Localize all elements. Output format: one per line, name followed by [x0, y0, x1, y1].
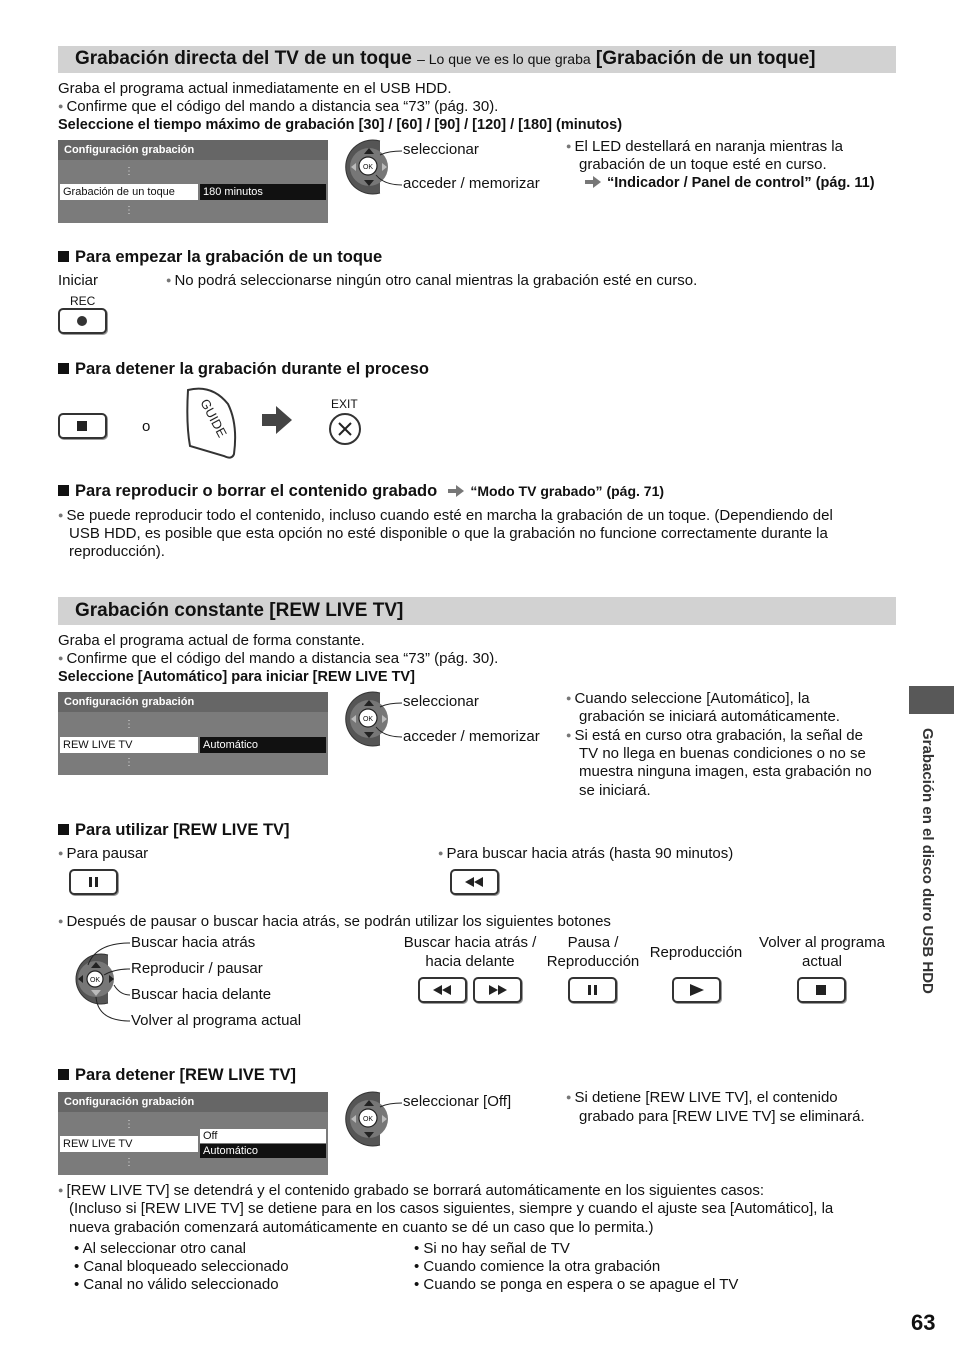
- side-tab-label: Grabación en el disco duro USB HDD: [919, 728, 936, 994]
- select-off-label: seleccionar [Off]: [403, 1093, 512, 1110]
- rewind-button[interactable]: [450, 869, 499, 895]
- svg-text:OK: OK: [89, 977, 101, 984]
- menu-row-one-touch[interactable]: [60, 184, 326, 200]
- signal-note-line2: TV no llega en buenas condiciones o no se: [579, 745, 866, 762]
- menu-dots: ⋮: [124, 166, 134, 177]
- section1-intro: Graba el programa actual inmediatamente en el USB HDD.: [58, 80, 452, 97]
- pause-label-text: Para pausar: [66, 845, 149, 862]
- indicator-ref[interactable]: [579, 174, 875, 192]
- col1-line1: Buscar hacia atrás /: [403, 934, 537, 951]
- led-note-text1: El LED destellará en naranja mientras la: [574, 138, 843, 155]
- case-item: • Si no hay señal de TV: [414, 1240, 570, 1257]
- col2-label: [538, 934, 648, 971]
- delete-note-line1: [566, 1089, 838, 1108]
- start-label: Iniciar: [58, 272, 99, 289]
- section2-title: Grabación constante [REW LIVE TV]: [75, 600, 404, 621]
- play-note-line3: reproducción).: [69, 543, 165, 560]
- led-note-line2: grabación de un toque esté en curso.: [579, 156, 827, 173]
- after-note: [58, 913, 611, 932]
- menu-row-above: [60, 164, 326, 180]
- case-item: • Canal no válido seleccionado: [74, 1276, 279, 1293]
- menu-row-label: REW LIVE TV: [60, 1136, 198, 1152]
- section1-bullet: [58, 98, 498, 117]
- arrow-right-icon: [456, 485, 464, 497]
- section1-title-tail: [Grabación de un toque]: [595, 48, 816, 69]
- dpad-icon: [340, 691, 404, 747]
- rewind-button-2[interactable]: [418, 977, 467, 1003]
- menu-header: Configuración grabación: [58, 1092, 328, 1112]
- play-note-text1: Se puede reproducir todo el contenido, incluso cuando esté en marcha la grabación de un toque. (Dependiendo del: [66, 507, 833, 524]
- final-line1-text: [REW LIVE TV] se detendrá y el contenido grabado se borrará automáticamente en los siguientes casos:: [66, 1182, 765, 1199]
- guide-button[interactable]: [182, 384, 240, 460]
- dropdown-option-off[interactable]: Off: [200, 1129, 326, 1143]
- pause-icon: [71, 871, 116, 893]
- section2-bullet: [58, 650, 498, 669]
- menu-header: Configuración grabación: [58, 692, 328, 712]
- rewind-label-text: Para buscar hacia atrás (hasta 90 minutos): [446, 845, 734, 862]
- arrow-right-icon: [593, 176, 601, 188]
- stop-button[interactable]: [58, 413, 107, 439]
- signal-note-text1: Si está en curso otra grabación, la señal de: [574, 727, 863, 744]
- case-text: Al seleccionar otro canal: [82, 1240, 247, 1257]
- square-bullet-icon: [58, 251, 69, 262]
- stop-rew-heading: [58, 1066, 296, 1085]
- stop-rew-heading-text: Para detener [REW LIVE TV]: [75, 1066, 296, 1084]
- pause-label: [58, 845, 148, 864]
- record-icon: [60, 310, 105, 332]
- dropdown-option-auto[interactable]: Automático: [200, 1144, 326, 1158]
- menu-row-value: Automático: [200, 737, 326, 753]
- start-heading-text: Para empezar la grabación de un toque: [75, 248, 383, 266]
- start-note: [166, 272, 697, 291]
- col4-line1: Volver al programa: [759, 934, 885, 951]
- case-text: Canal bloqueado seleccionado: [83, 1258, 289, 1275]
- final-line3: nueva grabación comenzará automáticamente en cuanto se dé un caso que lo permita.): [69, 1219, 654, 1236]
- nav-back-label: Buscar hacia atrás: [131, 934, 256, 951]
- section2-bullet-text: Confirme que el código del mando a distancia sea “73” (pág. 30).: [66, 650, 499, 667]
- col4-label: [750, 934, 894, 971]
- play-button[interactable]: [672, 977, 721, 1003]
- pause-button-2[interactable]: [568, 977, 617, 1003]
- signal-note-line3: muestra ninguna imagen, esta grabación no: [579, 763, 872, 780]
- select-label: seleccionar: [403, 693, 479, 710]
- menu-header: Configuración grabación: [58, 140, 328, 160]
- case-text: Cuando se ponga en espera o se apague el TV: [423, 1276, 739, 1293]
- play-note-line2: USB HDD, es posible que esta opción no esté disponible o que la grabación no funcione correctamente durante la: [69, 525, 828, 542]
- side-tab-marker: [909, 686, 954, 714]
- square-bullet-icon: [58, 363, 69, 374]
- section1-title-main: Grabación directa del TV de un toque: [75, 48, 412, 69]
- use-heading-text: Para utilizar [REW LIVE TV]: [75, 821, 290, 839]
- section1-instruction: Seleccione el tiempo máximo de grabación [30] / [60] / [90] / [120] / [180] (minutos): [58, 117, 623, 133]
- case-text: Si no hay señal de TV: [423, 1240, 570, 1257]
- recording-settings-menu: [58, 140, 328, 223]
- square-bullet-icon: [58, 485, 69, 496]
- col2-line2: Reproducción: [546, 953, 640, 970]
- signal-note-line4: se iniciará.: [579, 782, 651, 799]
- menu-dots: ⋮: [124, 719, 134, 730]
- play-heading-text: Para reproducir o borrar el contenido grabado: [75, 482, 438, 500]
- stop-heading-text: Para detener la grabación durante el proceso: [75, 360, 429, 378]
- col1-line2: hacia delante: [425, 953, 515, 970]
- auto-note-line1: [566, 690, 810, 709]
- rewind-icon: [420, 979, 465, 1001]
- section1-title: [75, 48, 815, 70]
- case-item: • Al seleccionar otro canal: [74, 1240, 247, 1257]
- final-line1: [58, 1182, 764, 1201]
- case-text: Canal no válido seleccionado: [83, 1276, 279, 1293]
- play-note-line1: [58, 507, 833, 526]
- menu-dots: ⋮: [124, 757, 134, 768]
- pause-icon: [570, 979, 615, 1001]
- col2-line1: Pausa /: [567, 934, 619, 951]
- final-line2: (Incluso si [REW LIVE TV] se detiene para en los casos siguientes, siempre y cuando el ajuste sea [Automático], la: [69, 1200, 834, 1217]
- start-note-text: No podrá seleccionarse ningún otro canal mientras la grabación esté en curso.: [174, 272, 698, 289]
- recording-settings-menu-rew: [58, 692, 328, 775]
- play-icon: [674, 979, 719, 1001]
- rewind-icon: [452, 871, 497, 893]
- start-heading: [58, 248, 382, 267]
- pause-button[interactable]: [69, 869, 118, 895]
- delete-note-text1: Si detiene [REW LIVE TV], el contenido: [574, 1089, 838, 1106]
- select-label: seleccionar: [403, 141, 479, 158]
- arrow-right-icon: [262, 406, 294, 434]
- svg-text:OK: OK: [362, 716, 374, 723]
- enter-label: acceder / memorizar: [403, 175, 540, 192]
- case-item: • Canal bloqueado seleccionado: [74, 1258, 289, 1275]
- play-ref[interactable]: “Modo TV grabado” (pág. 71): [470, 483, 665, 499]
- stop-heading: [58, 360, 429, 379]
- enter-label: acceder / memorizar: [403, 728, 540, 745]
- recording-settings-menu-off: [58, 1092, 328, 1175]
- case-item: • Cuando se ponga en espera o se apague el TV: [414, 1276, 739, 1293]
- menu-dots: ⋮: [124, 205, 134, 216]
- menu-row-label: REW LIVE TV: [60, 737, 198, 753]
- menu-row-value: 180 minutos: [200, 184, 326, 200]
- menu-dots: ⋮: [124, 1119, 134, 1130]
- nav-live-label: Volver al programa actual: [131, 1012, 302, 1029]
- col4-line2: actual: [801, 953, 843, 970]
- stop-button-2[interactable]: [797, 977, 846, 1003]
- rec-label: REC: [70, 294, 96, 308]
- dpad-legend-icon: [68, 935, 132, 1027]
- section1-title-small: – Lo que ve es lo que graba: [417, 51, 591, 67]
- case-item: • Cuando comience la otra grabación: [414, 1258, 661, 1275]
- case-list-left: [74, 1240, 289, 1294]
- nav-fwd-label: Buscar hacia delante: [131, 986, 272, 1003]
- menu-row-above: [60, 717, 326, 733]
- use-heading: [58, 821, 290, 840]
- case-text: Cuando comience la otra grabación: [423, 1258, 661, 1275]
- exit-label: EXIT: [331, 397, 358, 411]
- square-bullet-icon: [58, 1069, 69, 1080]
- section2-intro: Graba el programa actual de forma constante.: [58, 632, 365, 649]
- col1-label: [395, 934, 545, 971]
- nav-play-label: Reproducir / pausar: [131, 960, 263, 977]
- guide-label: GUIDE: [197, 396, 230, 440]
- or-label: o: [142, 418, 151, 435]
- dpad-icon: [340, 139, 404, 195]
- fast-forward-icon: [475, 979, 520, 1001]
- indicator-ref-text: “Indicador / Panel de control” (pág. 11): [607, 175, 875, 191]
- exit-button[interactable]: [328, 412, 362, 446]
- led-note-line1: [566, 138, 843, 157]
- section1-bullet-text: Confirme que el código del mando a distancia sea “73” (pág. 30).: [66, 98, 499, 115]
- square-bullet-icon: [58, 824, 69, 835]
- stop-icon: [60, 415, 105, 437]
- rec-button[interactable]: [58, 308, 107, 334]
- section2-instruction: Seleccione [Automático] para iniciar [REW LIVE TV]: [58, 669, 415, 685]
- signal-note-line1: [566, 727, 863, 746]
- case-list-right: [414, 1240, 738, 1294]
- page-number: 63: [911, 1310, 936, 1335]
- after-note-text: Después de pausar o buscar hacia atrás, se podrán utilizar los siguientes botones: [66, 913, 611, 930]
- menu-row-below: [60, 755, 326, 771]
- menu-row-rew-live[interactable]: [60, 737, 326, 753]
- rewind-label: [438, 845, 733, 864]
- dpad-icon: [340, 1091, 404, 1147]
- menu-row-below: [60, 1155, 326, 1171]
- auto-note-text1: Cuando seleccione [Automático], la: [574, 690, 810, 707]
- menu-row-below: [60, 203, 326, 219]
- menu-dots: ⋮: [124, 1157, 134, 1168]
- ok-label: OK: [362, 164, 374, 171]
- col3-label: Reproducción: [649, 944, 743, 961]
- fast-forward-button[interactable]: [473, 977, 522, 1003]
- auto-note-line2: grabación se iniciará automáticamente.: [579, 708, 840, 725]
- stop-icon: [799, 979, 844, 1001]
- play-heading: [58, 482, 664, 501]
- svg-text:OK: OK: [362, 1116, 374, 1123]
- menu-row-label: Grabación de un toque: [60, 184, 198, 200]
- delete-note-line2: grabado para [REW LIVE TV] se eliminará.: [579, 1108, 865, 1125]
